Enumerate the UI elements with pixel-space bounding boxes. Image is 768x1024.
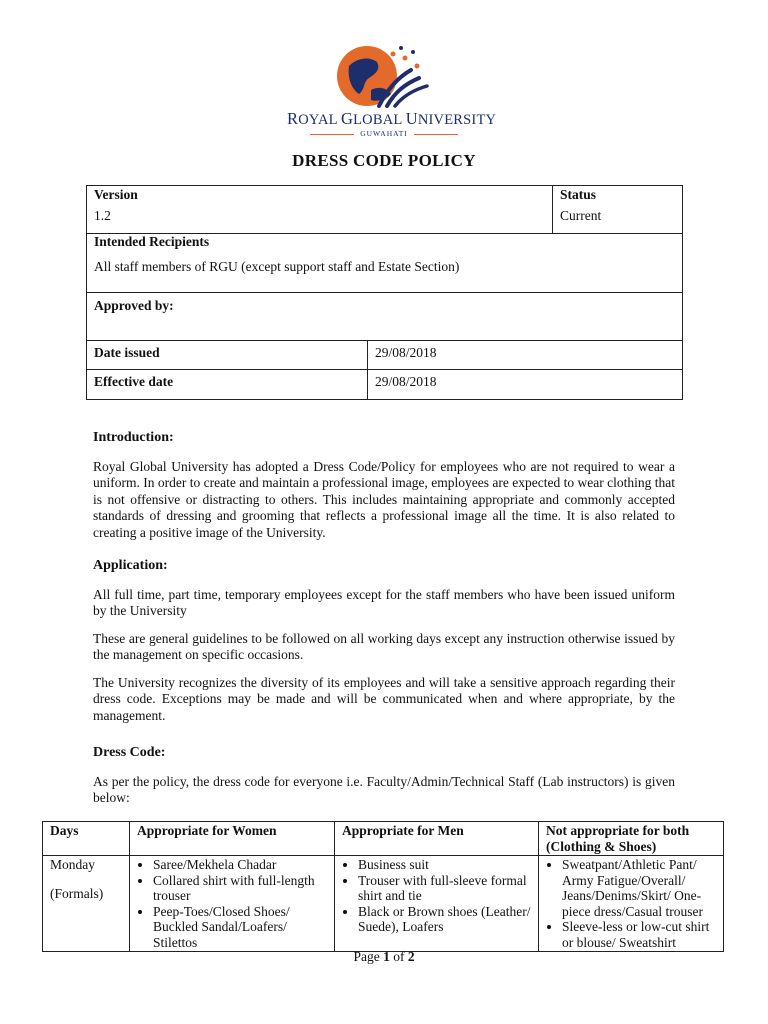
day-note: (Formals) [50, 885, 104, 901]
day-name: Monday [50, 857, 95, 872]
list-item: • Trouser with full-sleeve formal shirt and tie [358, 873, 531, 904]
document-title: DRESS CODE POLICY [292, 151, 476, 170]
recipients-cell [87, 234, 683, 293]
approved-label: Approved by: [94, 298, 174, 313]
introduction-section [93, 430, 675, 541]
recipients-label: Intended Recipients [94, 234, 210, 249]
effective-label: Effective date [94, 374, 174, 389]
version-cell [87, 186, 553, 234]
status-cell [552, 186, 682, 234]
header-men: Appropriate for Men [335, 822, 539, 856]
dress-code-table [42, 821, 724, 952]
page-current: 1 [383, 949, 390, 964]
list-item: • Sweatpant/Athletic Pant/ Army Fatigue/Overall/ Jeans/Denims/Skirt/ One-piece dress/Casual trouser [562, 857, 716, 919]
page-label: Page [353, 949, 380, 964]
not-appropriate-cell [539, 856, 724, 952]
university-logo [287, 40, 497, 150]
approved-cell [87, 293, 683, 341]
effective-label-cell [87, 370, 368, 400]
list-item: • Collared shirt with full-length trouser [153, 873, 327, 904]
list-item: • Business suit [358, 857, 531, 873]
header-not-appropriate: Not appropriate for both (Clothing & Shoes) [539, 822, 724, 856]
globe-emblem-icon [335, 40, 433, 108]
date-issued-label: Date issued [94, 345, 160, 360]
date-issued-value: 29/08/2018 [368, 341, 683, 370]
application-p3: The University recognizes the diversity of its employees and will take a sensitive approach regarding their dress code. Exceptions may be made and will be communicated when and where appropriate, by the management. [93, 674, 675, 723]
introduction-heading: Introduction: [93, 430, 174, 445]
application-p2: These are general guidelines to be followed on all working days except any instruction otherwise issued by the management on specific occasions. [93, 630, 675, 662]
page-footer [0, 949, 768, 965]
application-section [93, 558, 675, 724]
dress-code-section [93, 745, 675, 807]
header-women: Appropriate for Women [130, 822, 335, 856]
version-label: Version [94, 187, 138, 202]
list-item: • Black or Brown shoes (Leather/ Suede), Loafers [358, 904, 531, 935]
policy-info-table [86, 185, 683, 400]
dress-code-text: As per the policy, the dress code for everyone i.e. Faculty/Admin/Technical Staff (Lab instructors) is given below: [93, 773, 675, 805]
men-cell [335, 856, 539, 952]
date-issued-label-cell [87, 341, 368, 370]
effective-value: 29/08/2018 [368, 370, 683, 400]
list-item: • Sleeve-less or low-cut shirt or blouse/ Sweatshirt [562, 919, 716, 950]
day-cell [43, 856, 130, 952]
recipients-value: All staff members of RGU (except support staff and Estate Section) [94, 259, 460, 274]
of-label: of [393, 949, 405, 964]
introduction-text: Royal Global University has adopted a Dress Code/Policy for employees who are not required to wear a uniform. In order to create and maintain a professional image, employees are expected to wear clothing that is not offensive or distracting to others. This includes maintaining appropriate and commonly accepted standards of dressing and grooming that reflects a professional image all the time. It is also related to creating a positive image of the University. [93, 458, 675, 540]
application-heading: Application: [93, 558, 168, 573]
status-value: Current [559, 208, 602, 223]
status-label: Status [559, 187, 596, 202]
list-item: • Peep-Toes/Closed Shoes/ Buckled Sandal/Loafers/ Stilettos [153, 904, 327, 951]
logo-subtitle: GUWAHATI [287, 129, 481, 138]
version-value: 1.2 [94, 208, 111, 223]
dress-code-heading: Dress Code: [93, 745, 166, 760]
women-cell [130, 856, 335, 952]
page-total: 2 [407, 949, 415, 964]
header-days: Days [43, 822, 130, 856]
logo-university-name: ROYAL GLOBAL UNIVERSITY [287, 109, 497, 128]
list-item: • Saree/Mekhela Chadar [153, 857, 327, 873]
application-p1: All full time, part time, temporary employees except for the staff members who have been issued uniform by the University [93, 586, 675, 618]
table-row [43, 856, 724, 952]
